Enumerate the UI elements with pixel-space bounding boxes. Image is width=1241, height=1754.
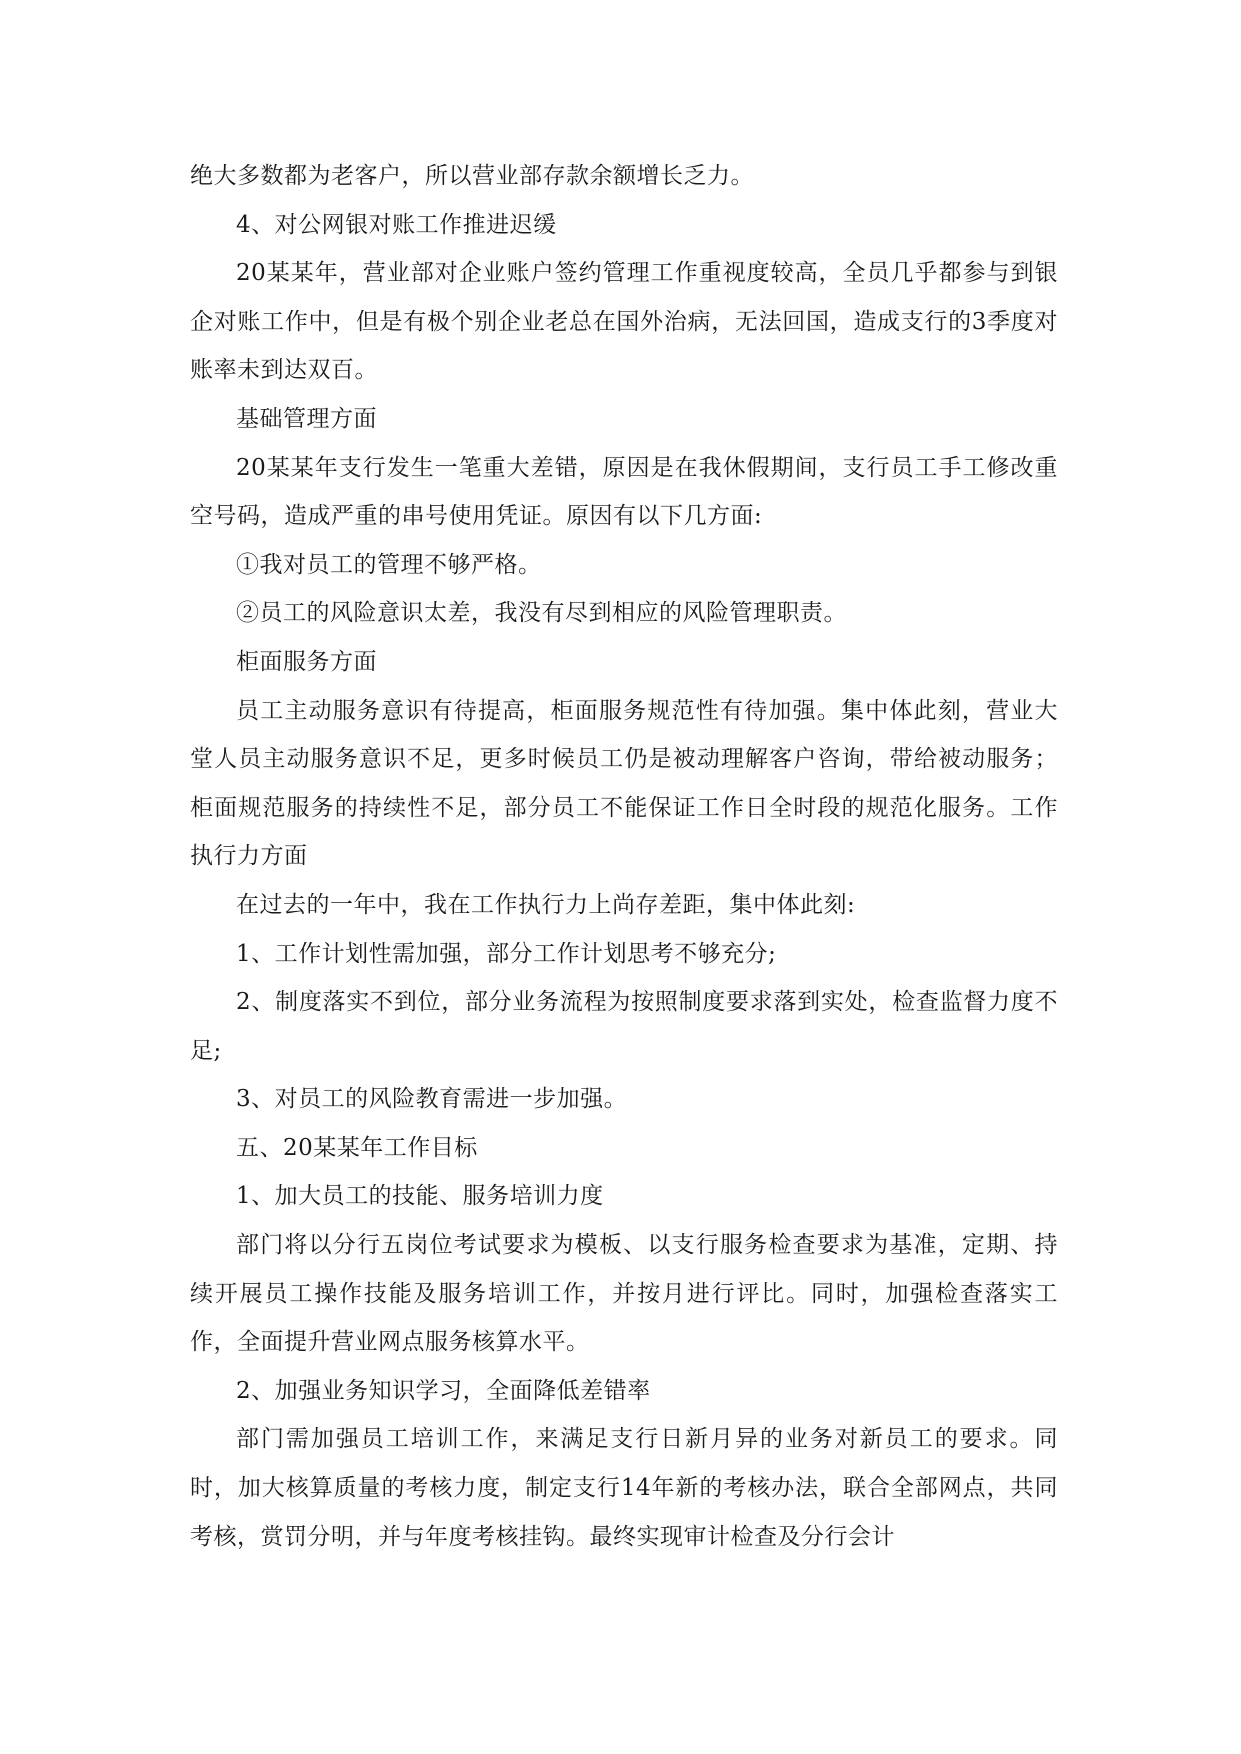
list-heading: 2、加强业务知识学习，全面降低差错率 <box>236 1377 651 1404</box>
paragraph: 20某某年，营业部对企业账户签约管理工作重视度较高，全员几乎都参与到银企对账工作中，但是有极个别企业老总在国外治病，无法回国，造成支行的3季度对账率未到达双百。 <box>190 260 1058 384</box>
paragraph: 员工主动服务意识有待提高，柜面服务规范性有待加强。集中体此刻，营业大堂人员主动服务意识不足，更多时候员工仍是被动理解客户咨询，带给被动服务；柜面规范服务的持续性不足，部分员工不能保证工作日全时段的规范化服务。工作执行力方面 <box>190 697 1058 870</box>
list-item: 1、工作计划性需加强，部分工作计划思考不够充分; <box>236 940 777 967</box>
section-heading: 五、20某某年工作目标 <box>236 1134 478 1161</box>
section-heading: 柜面服务方面 <box>236 648 377 675</box>
paragraph: 绝大多数都为老客户，所以营业部存款余额增长乏力。 <box>190 163 754 189</box>
list-heading: 4、对公网银对账工作推进迟缓 <box>236 211 557 238</box>
paragraph: 20某某年支行发生一笔重大差错，原因是在我休假期间，支行员工手工修改重空号码，造成严重的串号使用凭证。原因有以下几方面: <box>190 454 1058 530</box>
list-item: 3、对员工的风险教育需进一步加强。 <box>236 1086 628 1113</box>
document-body <box>190 152 1058 1561</box>
list-item: ②员工的风险意识太差，我没有尽到相应的风险管理职责。 <box>236 600 847 627</box>
paragraph: 在过去的一年中，我在工作执行力上尚存差距，集中体此刻: <box>236 891 856 918</box>
section-heading: 基础管理方面 <box>236 405 377 432</box>
paragraph: 部门需加强员工培训工作，来满足支行日新月异的业务对新员工的要求。同时，加大核算质量的考核力度，制定支行14年新的考核办法，联合全部网点，共同考核，赏罚分明，并与年度考核挂钩。最终实现审计检查及分行会计 <box>190 1426 1058 1550</box>
list-item: ①我对员工的管理不够严格。 <box>236 551 542 578</box>
list-heading: 1、加大员工的技能、服务培训力度 <box>236 1183 604 1210</box>
list-item: 2、制度落实不到位，部分业务流程为按照制度要求落到实处，检查监督力度不足; <box>190 989 1058 1064</box>
paragraph: 部门将以分行五岗位考试要求为模板、以支行服务检查要求为基准，定期、持续开展员工操作技能及服务培训工作，并按月进行评比。同时，加强检查落实工作，全面提升营业网点服务核算水平。 <box>190 1232 1058 1356</box>
